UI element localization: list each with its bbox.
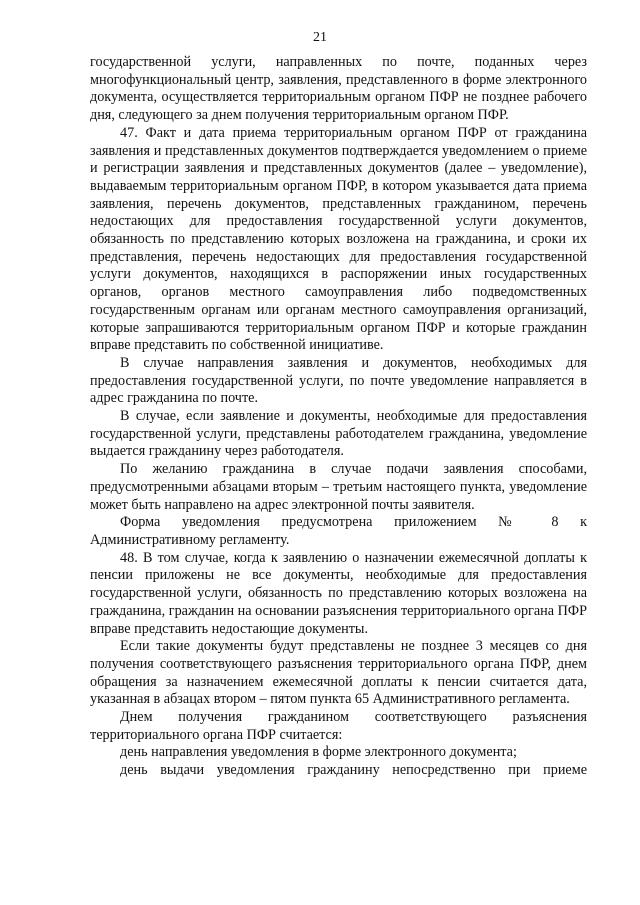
paragraph-continuation: государственной услуги, направленных по почте, поданных через многофункциональный центр, заявления, представленного в форме электронного документа, осуществляется территориальным органом ПФР не позднее рабочего дня, следующего за днем получения территориальным органом ПФР. [90, 54, 587, 124]
paragraph-deadline: Если такие документы будут представлены не позднее 3 месяцев со дня получения соответствующего разъяснения территориального органа ПФР, днем обращения за назначением ежемесячной доплаты к пенсии считается дата, указанная в абзацах втором – пятом пункта 65 Административного регламента. [90, 638, 587, 708]
paragraph-employer-notice: В случае, если заявление и документы, необходимые для предоставления государственной услуги, представлены работодателем гражданина, уведомление выдается гражданину через работодателя. [90, 408, 587, 460]
paragraph-electronic-day: день направления уведомления в форме электронного документа; [120, 744, 517, 761]
page-number: 21 [313, 30, 327, 45]
paragraph-item-47: 47. Факт и дата приема территориальным органом ПФР от гражданина заявления и представленных документов подтверждается уведомлением о приеме и регистрации заявления и представленных документов (далее – уведомление), выдаваемым территориальным органом ПФР, в котором указывается дата приема заявления, перечень документов, представленных гражданином, перечень недостающих для предоставления государственной услуги документов, обязанность по представлению которых возложена на гражданина, и сроки их представления, перечень недостающих для предоставления государственной услуги документов, находящихся в распоряжении иных государственных органов, органов местного самоуправления либо подведомственных государственным органам или органам местного самоуправления организаций, которые запрашиваются территориальным органом ПФР и которые гражданин вправе представить по собственной инициативе. [90, 124, 587, 354]
paragraph-receipt-day: Днем получения гражданином соответствующего разъяснения территориального органа ПФР считается: [90, 709, 587, 743]
paragraph-email-notice: По желанию гражданина в случае подачи заявления способами, предусмотренными абзацами вторым – третьим настоящего пункта, уведомление может быть направлено на адрес электронной почты заявителя. [90, 461, 587, 513]
paragraph-delivery-day: день выдачи уведомления гражданину непосредственно при приеме [120, 762, 587, 779]
paragraph-item-48: 48. В том случае, когда к заявлению о назначении ежемесячной доплаты к пенсии приложены не все документы, необходимые для предоставления государственной услуги, обязанность по представлению которых возложена на гражданина, гражданин на основании разъяснения территориального органа ПФР вправе представить недостающие документы. [90, 549, 587, 637]
paragraph-notice-form: Форма уведомления предусмотрена приложением № 8 к Административному регламенту. [90, 514, 587, 548]
paragraph-postal-notice: В случае направления заявления и документов, необходимых для предоставления государственной услуги, по почте уведомление направляется в адрес гражданина по почте. [90, 354, 587, 407]
document-body [90, 54, 587, 780]
